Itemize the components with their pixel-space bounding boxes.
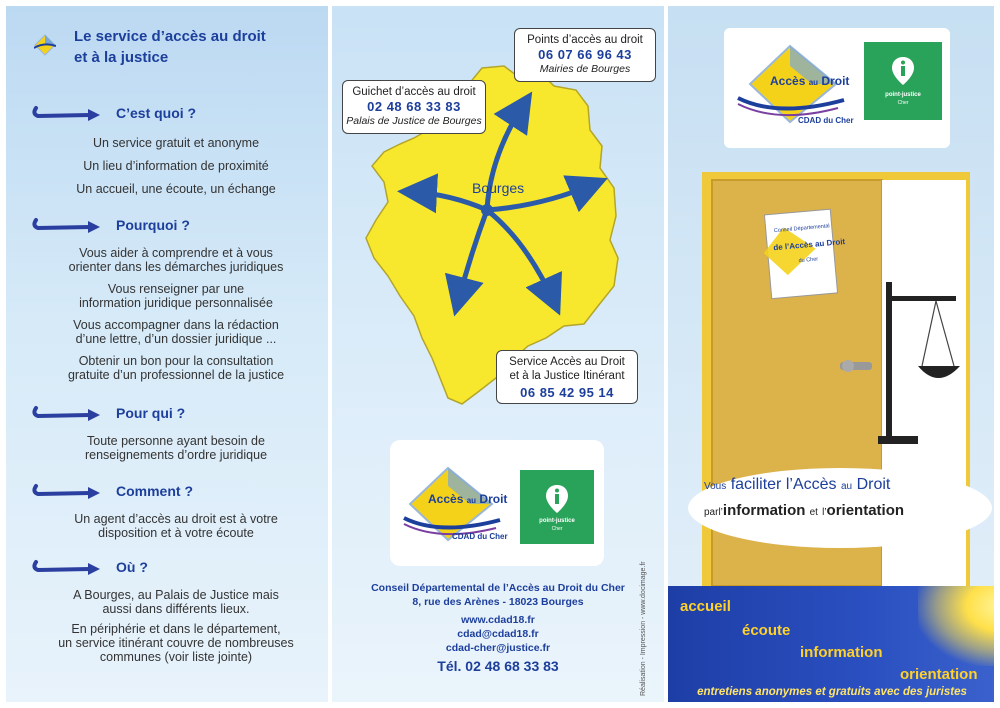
slogan-au: au	[840, 481, 853, 492]
callout-guichet	[342, 80, 486, 134]
contact-address: 8, rue des Arènes - 18023 Bourges	[412, 596, 584, 608]
point-justice-icon	[544, 484, 570, 514]
door-sign-line2: de l’Accès au Droit	[772, 237, 846, 253]
left-title-line2: et à la justice	[74, 49, 169, 66]
callout-heading: et à la Justice Itinérant	[509, 370, 625, 382]
section-title: C’est quoi ?	[116, 105, 197, 121]
band-word-information: information	[800, 644, 883, 661]
contact-telephone: Tél. 02 48 68 33 83	[437, 658, 559, 674]
text-line: un service itinérant couvre de nombreuses	[58, 636, 294, 650]
logo-acces: Accès	[770, 74, 806, 88]
text-line: Un lieu d’information de proximité	[83, 159, 269, 173]
middle-panel	[332, 6, 664, 702]
band-word-accueil: accueil	[680, 598, 731, 615]
slogan-droit: Droit	[856, 476, 891, 493]
text-line: Obtenir un bon pour la consultation	[78, 354, 274, 368]
callout-phone: 02 48 68 33 83	[367, 99, 461, 114]
section-pour-qui-heading	[30, 404, 185, 422]
text-line: Un agent d’accès au droit est à votre	[74, 512, 278, 526]
text-line: d’une lettre, d’un dossier juridique ...	[75, 332, 277, 346]
left-title	[74, 26, 324, 68]
point-justice-logo	[864, 42, 942, 120]
contact-web[interactable]: www.cdad18.fr	[461, 614, 535, 626]
point-justice-logo	[520, 470, 594, 544]
scales-beam	[886, 296, 956, 301]
slogan-vous: Vous	[704, 481, 727, 492]
callout-heading: Service Accès au Droit	[509, 356, 625, 368]
slogan-acces: l’Accès	[785, 476, 837, 493]
callout-subtitle: Mairies de Bourges	[539, 63, 631, 75]
scales-pole	[886, 282, 892, 442]
left-panel	[6, 6, 328, 702]
slogan-l-info: l’	[718, 507, 723, 518]
logo-cdad: CDAD du Cher	[798, 116, 854, 125]
swoosh-arrow-icon	[30, 404, 102, 422]
right-panel	[668, 6, 994, 702]
slogan-line1	[704, 476, 984, 494]
band-word-ecoute: écoute	[742, 622, 791, 639]
section-comment-text	[26, 512, 326, 540]
section-cest-quoi-text	[26, 136, 326, 196]
section-title: Où ?	[116, 559, 148, 575]
callout-heading: Points d’accès au droit	[527, 34, 643, 46]
slogan-et: et	[809, 507, 818, 518]
print-credit: Réalisation - Impression - www.docimage.fr	[640, 561, 647, 696]
section-cest-quoi-heading	[30, 104, 196, 122]
text-line: information juridique personnalisée	[79, 296, 273, 310]
text-line: Vous aider à comprendre et à vous	[79, 246, 273, 260]
slogan-line2	[704, 502, 984, 519]
contact-email-1[interactable]: cdad@cdad18.fr	[457, 628, 539, 640]
logo-droit: Droit	[479, 492, 508, 506]
slogan-faciliter: faciliter	[730, 476, 782, 493]
section-ou-heading	[30, 558, 148, 576]
section-ou-text	[26, 588, 326, 664]
callout-subtitle: Palais de Justice de Bourges	[346, 115, 482, 127]
logo-au: au	[466, 496, 477, 505]
band-word-orientation: orientation	[900, 666, 978, 683]
logo-cdad: CDAD du Cher	[452, 532, 508, 541]
door-sign-line1: Conseil Départemental	[773, 223, 830, 235]
point-justice-sublabel: Cher	[551, 526, 563, 532]
text-line: Vous accompagner dans la rédaction	[73, 318, 279, 332]
text-line: renseignements d’ordre juridique	[84, 448, 268, 462]
callout-points-acces	[514, 28, 656, 82]
text-line: orienter dans les démarches juridiques	[68, 260, 284, 274]
text-line: communes (voir liste jointe)	[99, 650, 253, 664]
section-title: Comment ?	[116, 483, 193, 499]
logo-card-top	[724, 28, 950, 148]
point-justice-icon	[890, 56, 916, 86]
contact-email-2[interactable]: cdad-cher@justice.fr	[445, 642, 551, 654]
callout-phone: 06 85 42 95 14	[520, 385, 614, 400]
city-label: Bourges	[472, 180, 525, 196]
section-title: Pour qui ?	[116, 405, 186, 421]
section-pour-qui-text	[26, 434, 326, 462]
slogan-par: par	[704, 507, 719, 518]
section-title: Pourquoi ?	[116, 217, 190, 233]
text-line: disposition et à votre écoute	[98, 526, 254, 540]
callout-heading: Guichet d’accès au droit	[352, 86, 476, 98]
point-justice-sublabel: Cher	[897, 100, 909, 106]
logo-text	[428, 492, 507, 506]
callout-phone: 06 07 66 96 43	[538, 47, 632, 62]
door-sign-line3: du Cher	[798, 256, 819, 265]
left-title-line1: Le service d’accès au droit	[74, 28, 266, 45]
sun-glow	[918, 586, 994, 666]
diamond-logo-icon	[34, 34, 56, 56]
point-justice-label: point-justice	[885, 92, 921, 98]
text-line: Vous renseigner par une	[107, 282, 245, 296]
section-pourquoi-heading	[30, 216, 190, 234]
text-line: Un service gratuit et anonyme	[92, 136, 260, 150]
logo-text	[770, 74, 849, 88]
text-line: En périphérie et dans le département,	[71, 622, 281, 636]
swoosh-arrow-icon	[30, 104, 102, 122]
text-line: aussi dans différents lieux.	[102, 602, 250, 616]
callout-service-itinerant	[496, 350, 638, 404]
point-justice-label: point-justice	[539, 518, 575, 524]
logo-au: au	[808, 78, 819, 87]
text-line: A Bourges, au Palais de Justice mais	[73, 588, 279, 602]
logo-card	[390, 440, 604, 566]
logo-droit: Droit	[821, 74, 850, 88]
section-pourquoi-text	[26, 246, 326, 382]
text-line: Toute personne ayant besoin de	[87, 434, 265, 448]
swoosh-arrow-icon	[30, 482, 102, 500]
slogan-l-ori: l’	[822, 507, 827, 518]
swoosh-arrow-icon	[30, 558, 102, 576]
contact-org: Conseil Départemental de l’Accès au Droit du Cher	[371, 582, 625, 594]
swoosh-arrow-icon	[30, 216, 102, 234]
slogan-information: information	[722, 502, 806, 519]
text-line: Un accueil, une écoute, un échange	[76, 182, 276, 196]
logo-acces: Accès	[428, 492, 464, 506]
section-comment-heading	[30, 482, 193, 500]
text-line: gratuite d’un professionnel de la justice	[67, 368, 285, 382]
band-footer: entretiens anonymes et gratuits avec des juristes	[697, 686, 967, 698]
blue-band	[668, 586, 994, 702]
slogan-orientation: orientation	[826, 502, 905, 519]
